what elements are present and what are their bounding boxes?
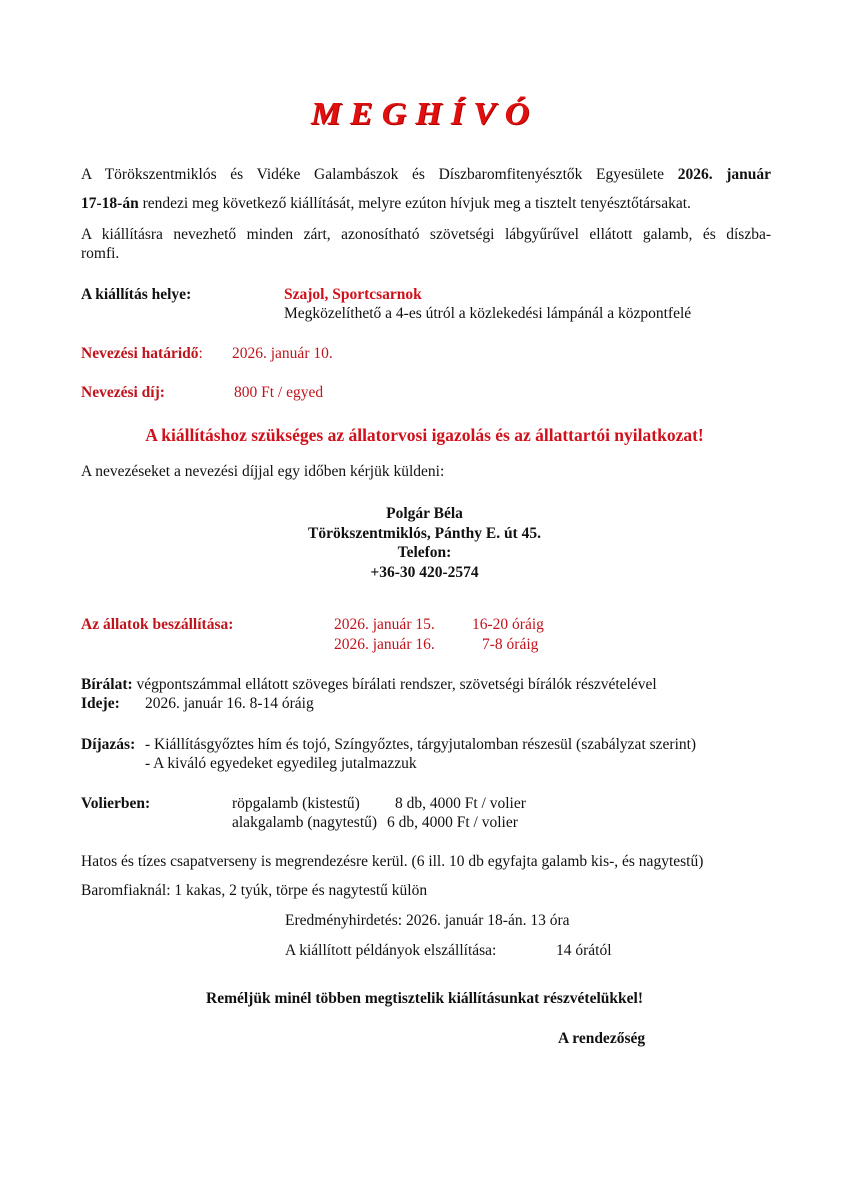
deadline-colon: : — [198, 345, 203, 362]
judging-row — [81, 676, 657, 694]
judging-time-label: Ideje: — [81, 695, 120, 712]
judging-value: végpontszámmal ellátott szöveges bírálati rendszer, szövetségi bírálók részvételével — [136, 676, 657, 693]
intro-text-2: rendezi meg következő kiállítását, melyre ezúton hívjuk meg a tisztelt tenyésztőtársakat. — [138, 195, 691, 212]
awards-item-1: - Kiállításgyőztes hím és tojó, Színgyőztes, tárgyjutalomban részesül (szabályzat szerint) — [145, 736, 697, 753]
delivery-hours-1: 16-20 óráig — [472, 616, 544, 633]
pickup-value: 14 órától — [556, 942, 612, 959]
deadline-value: 2026. január 10. — [232, 345, 333, 362]
awards-label: Díjazás: — [81, 736, 136, 753]
intro-line-2 — [81, 195, 691, 213]
delivery-hours-2: 7-8 óráig — [482, 636, 539, 653]
contact-phone: +36-30 420-2574 — [370, 564, 479, 581]
delivery-date-2: 2026. január 16. — [334, 636, 435, 653]
aviary-type-1: röpgalamb (kistestű) — [232, 795, 360, 812]
delivery-label: Az állatok beszállítása: — [81, 616, 234, 633]
deadline-row — [81, 345, 203, 363]
closing-text: Reméljük minél többen megtisztelik kiállításunkat részvételükkel! — [206, 990, 643, 1007]
fee-value: 800 Ft / egyed — [234, 384, 324, 401]
intro-line-1 — [81, 166, 771, 184]
venue-label: A kiállítás helye: — [81, 286, 192, 303]
results-announcement: Eredményhirdetés: 2026. január 18-án. 13 óra — [285, 912, 570, 929]
aviary-detail-1: 8 db, 4000 Ft / volier — [395, 795, 526, 812]
judging-label: Bírálat: — [81, 676, 133, 693]
fee-label: Nevezési díj: — [81, 384, 165, 401]
aviary-label: Volierben: — [81, 795, 151, 812]
entry-rule-line-1: A kiállításra nevezhető minden zárt, azonosítható szövetségi lábgyűrűvel ellátott galamb, és díszba- — [81, 226, 771, 243]
venue-directions: Megközelíthető a 4-es útról a közlekedési lámpánál a központfelé — [284, 305, 692, 322]
aviary-type-2: alakgalamb (nagytestű) — [232, 814, 378, 831]
intro-text: A Törökszentmiklós és Vidéke Galambászok és Díszbaromfitenyésztők Egyesülete — [81, 166, 678, 183]
contact-address: Törökszentmiklós, Pánthy E. út 45. — [308, 525, 541, 542]
awards-item-2: - A kiváló egyedeket egyedileg jutalmazzuk — [145, 755, 417, 772]
event-days-bold: 17-18-án — [81, 195, 139, 212]
send-request-text: A nevezéseket a nevezési díjjal egy időben kérjük küldeni: — [81, 463, 445, 480]
team-competition-text: Hatos és tízes csapatverseny is megrendezésre kerül. (6 ill. 10 db egyfajta galamb kis-, és nagytestű) — [81, 853, 704, 870]
poultry-text: Baromfiaknál: 1 kakas, 2 tyúk, törpe és nagytestű külön — [81, 882, 428, 899]
contact-phone-label: Telefon: — [397, 544, 452, 561]
venue-name: Szajol, Sportcsarnok — [284, 286, 422, 303]
signature: A rendezőség — [558, 1030, 646, 1047]
contact-name: Polgár Béla — [386, 505, 463, 522]
delivery-date-1: 2026. január 15. — [334, 616, 435, 633]
entry-rule-line-2: romfi. — [81, 245, 120, 262]
deadline-label: Nevezési határidő — [81, 345, 199, 362]
pickup-label: A kiállított példányok elszállítása: — [285, 942, 497, 959]
aviary-detail-2: 6 db, 4000 Ft / volier — [387, 814, 518, 831]
page-title: MEGHÍVÓ — [310, 97, 539, 132]
judging-time-value: 2026. január 16. 8-14 óráig — [145, 695, 314, 712]
warning-notice: A kiállításhoz szükséges az állatorvosi igazolás és az állattartói nyilatkozat! — [145, 425, 704, 445]
event-date-bold: 2026. január — [677, 166, 771, 183]
